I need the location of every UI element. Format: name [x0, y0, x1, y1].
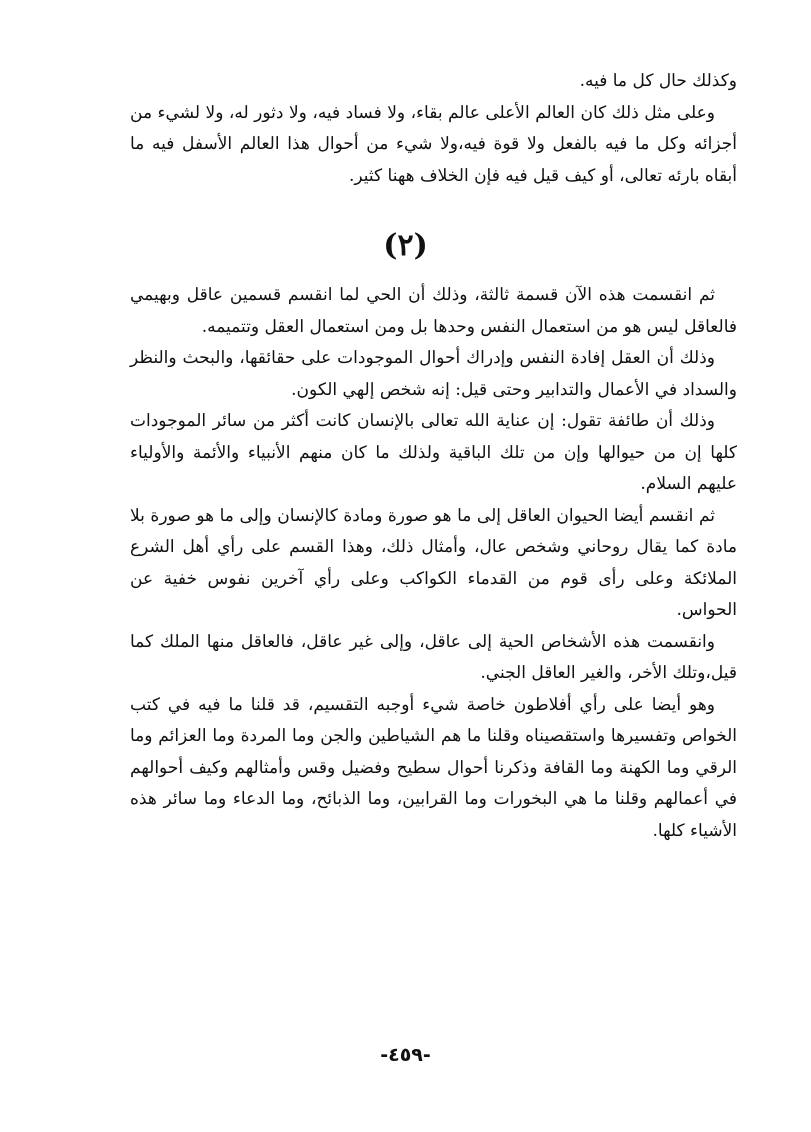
paragraph: وذلك أن طائفة تقول: إن عناية الله تعالى بالإنسان كانت أكثر من سائر الموجودات كلها إن من حيوالها وإن من تلك الباقية ولذلك ما كان منهم الأنبياء والأئمة والأولياء عليهم السلام. — [130, 411, 737, 494]
paragraph: وعلى مثل ذلك كان العالم الأعلى عالم بقاء، ولا فساد فيه، ولا دثور له، ولا لشيء من أجزائه وكل ما فيه بالفعل ولا قوة فيه،ولا شيء من أحوال هذا العالم الأسفل فيه ما أبقاه بارئه تعالى، أو كيف قيل فيه فإن الخلاف ههنا كثير. — [130, 102, 737, 186]
paragraph: وهو أيضا على رأي أفلاطون خاصة شيء أوجبه التقسيم، قد قلنا ما فيه في كتب الخواص وتفسيرها واستقصيناه وقلنا ما هم الشياطين والجن وما المردة وما العزائم وما الرقي وما الكهنة وما القافة وذكرنا أحوال سطيح وفضيل وقس وأمثالهم وكيف أحوالهم في أعمالهم وقلنا ما هي البخورات وما القرابين، وما الذبائح، وما الدعاء وما سائر هذه الأشياء كلها. — [130, 694, 737, 841]
section-heading: (٢) — [383, 228, 428, 263]
paragraph: ثم انقسم أيضا الحيوان العاقل إلى ما هو صورة ومادة كالإنسان وإلى ما هو صورة بلا مادة كما يقال روحاني وشخص عال، وأمثال ذلك، وهذا القسم على رأي أهل الشرع الملائكة وعلى رأى قوم من القدماء الكواكب وعلى رأي آخرين نفوس خفية عن الحواس. — [130, 505, 737, 620]
main-text-block — [130, 280, 737, 847]
paragraph: وكذلك حال كل ما فيه. — [579, 71, 737, 91]
paragraph: وانقسمت هذه الأشخاص الحية إلى عاقل، وإلى غير عاقل، فالعاقل منها الملك كما قيل،وتلك الأخر، والغير العاقل الجني. — [130, 631, 737, 683]
paragraph: وذلك أن العقل إفادة النفس وإدراك أحوال الموجودات على حقائقها، والبحث والنظر والسداد في الأعمال والتدابير وحتى قيل: إنه شخص إلهي الكون. — [130, 348, 737, 400]
page-number: -٤٥٩- — [380, 1044, 431, 1066]
top-text-block — [130, 66, 737, 192]
paragraph: ثم انقسمت هذه الآن قسمة ثالثة، وذلك أن الحي لما انقسم قسمين عاقل وبهيمي فالعاقل ليس هو من استعمال النفس وحدها بل ومن استعمال العقل وتتميمه. — [130, 285, 737, 337]
